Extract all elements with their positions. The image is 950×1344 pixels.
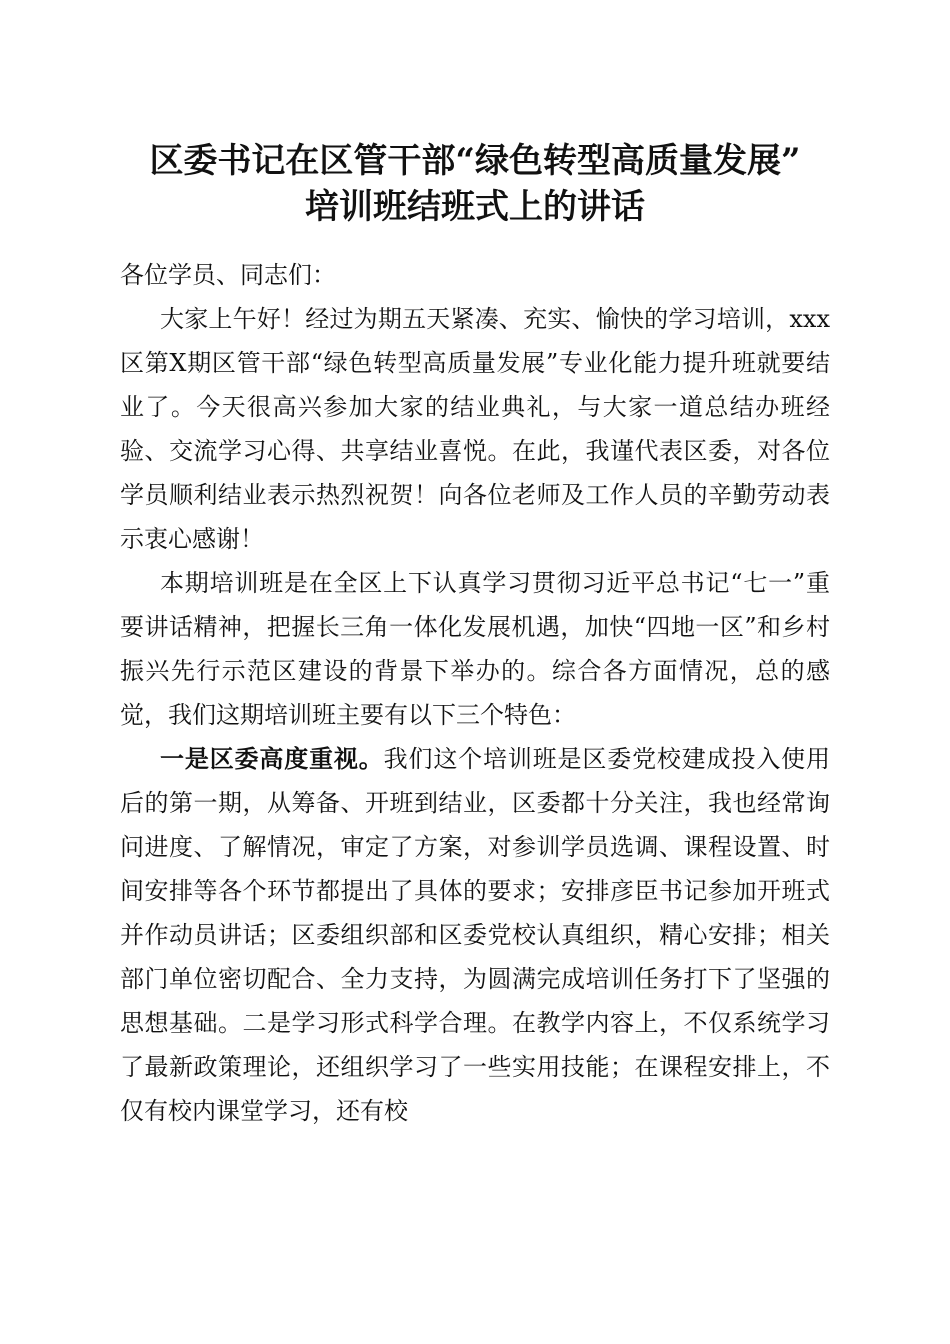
paragraph-3 — [120, 737, 830, 1133]
paragraph-3-body: 我们这个培训班是区委党校建成投入使用后的第一期，从筹备、开班到结业，区委都十分关注，我也经常询问进度、了解情况，审定了方案，对参训学员选调、课程设置、时间安排等各个环节都提出了具体的要求；安排彦臣书记参加开班式并作动员讲话；区委组织部和区委党校认真组织，精心安排；相关部门单位密切配合、全力支持，为圆满完成培训任务打下了坚强的思想基础。二是学习形式科学合理。在教学内容上，不仅系统学习了最新政策理论，还组织学习了一些实用技能；在课程安排上，不仅有校内课堂学习，还有校 — [120, 745, 831, 1125]
document-title-line-1: 区委书记在区管干部“绿色转型高质量发展” — [149, 141, 801, 181]
document-title-line-2: 培训班结班式上的讲话 — [305, 187, 645, 227]
paragraph-1: 大家上午好！经过为期五天紧凑、充实、愉快的学习培训，xxx区第X期区管干部“绿色转型高质量发展”专业化能力提升班就要结业了。今天很高兴参加大家的结业典礼，与大家一道总结办班经验、交流学习心得、共享结业喜悦。在此，我谨代表区委，对各位学员顺利结业表示热烈祝贺！向各位老师及工作人员的辛勤劳动表示衷心感谢！ — [120, 305, 830, 553]
paragraph-2: 本期培训班是在全区上下认真学习贯彻习近平总书记“七一”重要讲话精神，把握长三角一体化发展机遇，加快“四地一区”和乡村振兴先行示范区建设的背景下举办的。综合各方面情况，总的感觉，我们这期培训班主要有以下三个特色： — [120, 569, 830, 729]
salutation: 各位学员、同志们： — [120, 261, 336, 289]
document-body — [120, 253, 830, 1133]
paragraph-3-lead: 一是区委高度重视。 — [160, 744, 384, 773]
